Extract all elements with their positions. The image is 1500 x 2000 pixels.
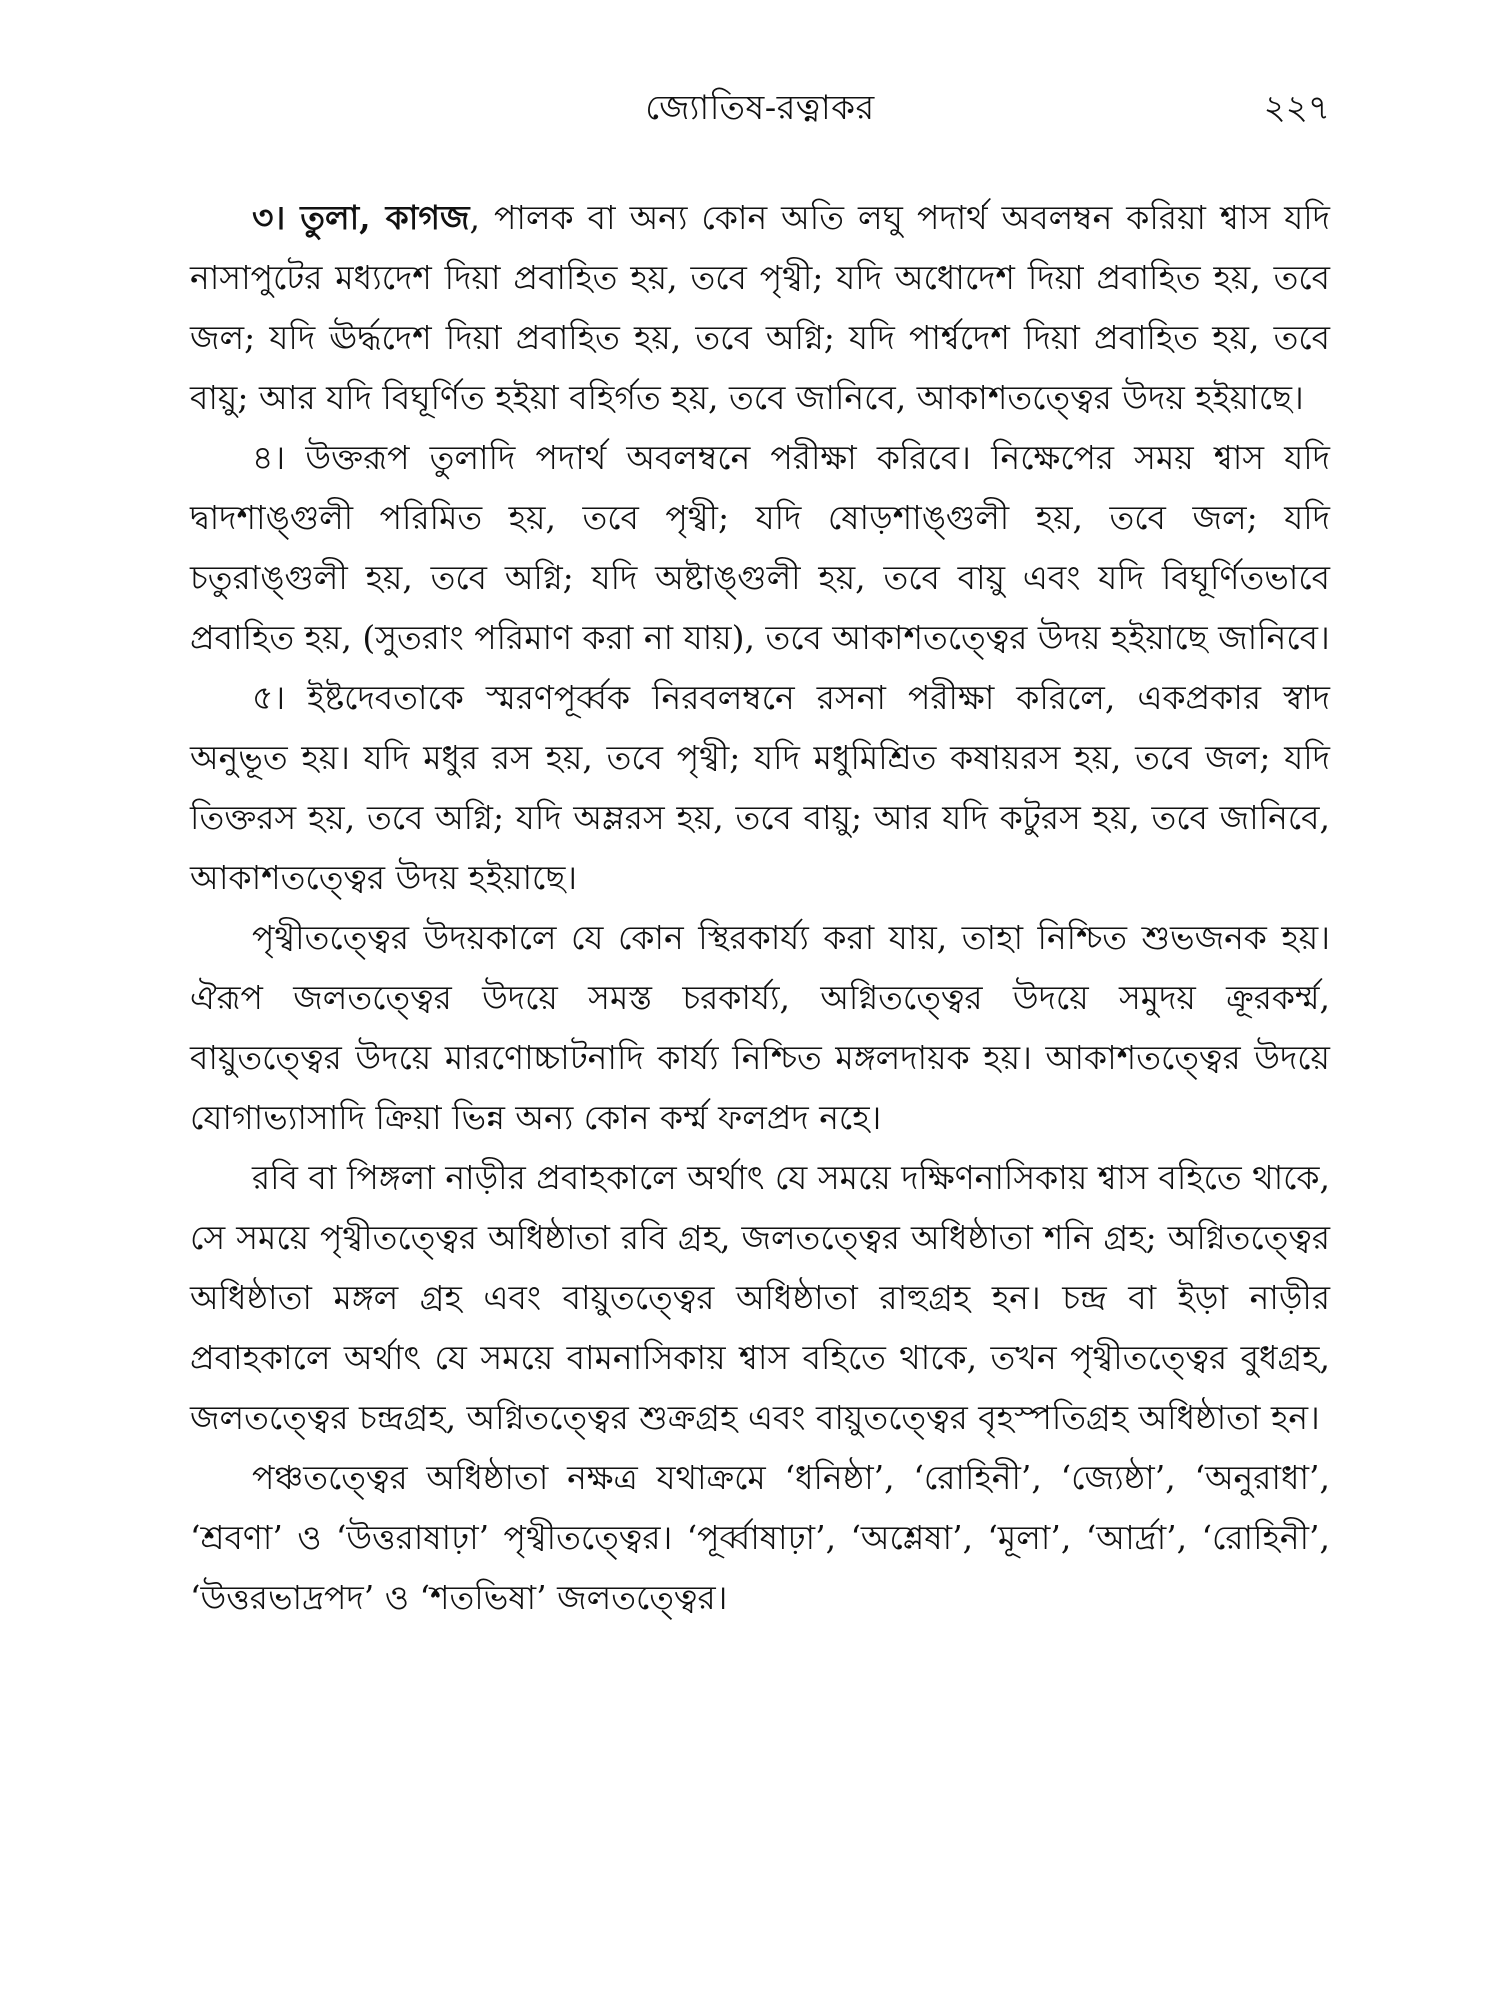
paragraph-4: ৪। উক্তরূপ তুলাদি পদার্থ অবলম্বনে পরীক্ষা করিবে। নিক্ষেপের সময় শ্বাস যদি দ্বাদশাঙ্গুলী পরিমিত হয়, তবে পৃথ্বী; যদি ষোড়শাঙ্গুলী হয়, তবে জল; যদি চতুরাঙ্গুলী হয়, তবে অগ্নি; যদি অষ্টাঙ্গুলী হয়, তবে বায়ু এবং যদি বিঘূর্ণিতভাবে প্রবাহিত হয়, (সুতরাং পরিমাণ করা না যায়), তবে আকাশতত্ত্বের উদয় হইয়াছে জানিবে। bbox=[190, 438, 1330, 657]
paragraph-3 bbox=[190, 188, 1330, 428]
paragraph-nakshatra: পঞ্চতত্ত্বের অধিষ্ঠাতা নক্ষত্র যথাক্রমে ‘ধনিষ্ঠা’, ‘রোহিনী’, ‘জ্যেষ্ঠা’, ‘অনুরাধা’, ‘শ্রবণা’ ও ‘উত্তরাষাঢ়া’ পৃথ্বীতত্ত্বের। ‘পূর্ব্বাষাঢ়া’, ‘অশ্লেষা’, ‘মূলা’, ‘আর্দ্রা’, ‘রোহিনী’, ‘উত্তরভাদ্রপদ’ ও ‘শতভিষা’ জলতত্ত্বের। bbox=[190, 1458, 1330, 1617]
page-header bbox=[190, 78, 1330, 138]
body-text bbox=[190, 188, 1330, 1628]
page-number: ২২৭ bbox=[1263, 88, 1330, 128]
paragraph-3-bold-lead: ৩। তুলা, কাগজ bbox=[252, 198, 470, 237]
paragraph-5: ৫। ইষ্টদেবতাকে স্মরণপূর্ব্বক নিরবলম্বনে রসনা পরীক্ষা করিলে, একপ্রকার স্বাদ অনুভূত হয়। যদি মধুর রস হয়, তবে পৃথ্বী; যদি মধুমিশ্রিত কষায়রস হয়, তবে জল; যদি তিক্তরস হয়, তবে অগ্নি; যদি অম্লরস হয়, তবে বায়ু; আর যদি কটুরস হয়, তবে জানিবে, আকাশতত্ত্বের উদয় হইয়াছে। bbox=[190, 678, 1330, 897]
paragraph-nadi-adhishthata: রবি বা পিঙ্গলা নাড়ীর প্রবাহকালে অর্থাৎ যে সময়ে দক্ষিণনাসিকায় শ্বাস বহিতে থাকে, সে সময়ে পৃথ্বীতত্ত্বের অধিষ্ঠাতা রবি গ্রহ, জলতত্ত্বের অধিষ্ঠাতা শনি গ্রহ; অগ্নিতত্ত্বের অধিষ্ঠাতা মঙ্গল গ্রহ এবং বায়ুতত্ত্বের অধিষ্ঠাতা রাহুগ্রহ হন। চন্দ্র বা ইড়া নাড়ীর প্রবাহকালে অর্থাৎ যে সময়ে বামনাসিকায় শ্বাস বহিতে থাকে, তখন পৃথ্বীতত্ত্বের বুধগ্রহ, জলতত্ত্বের চন্দ্রগ্রহ, অগ্নিতত্ত্বের শুক্রগ্রহ এবং বায়ুতত্ত্বের বৃহস্পতিগ্রহ অধিষ্ঠাতা হন। bbox=[190, 1158, 1330, 1437]
paragraph-3-text: , পালক বা অন্য কোন অতি লঘু পদার্থ অবলম্বন করিয়া শ্বাস যদি নাসাপুটের মধ্যদেশ দিয়া প্রবাহিত হয়, তবে পৃথ্বী; যদি অধোদেশ দিয়া প্রবাহিত হয়, তবে জল; যদি ঊর্দ্ধদেশ দিয়া প্রবাহিত হয়, তবে অগ্নি; যদি পার্শ্বদেশ দিয়া প্রবাহিত হয়, তবে বায়ু; আর যদি বিঘূর্ণিত হইয়া বহির্গত হয়, তবে জানিবে, আকাশতত্ত্বের উদয় হইয়াছে। bbox=[190, 198, 1330, 417]
paragraph-tattva-udaya: পৃথ্বীতত্ত্বের উদয়কালে যে কোন স্থিরকার্য্য করা যায়, তাহা নিশ্চিত শুভজনক হয়। ঐরূপ জলতত্ত্বের উদয়ে সমস্ত চরকার্য্য, অগ্নিতত্ত্বের উদয়ে সমুদয় ক্রূরকর্ম্ম, বায়ুতত্ত্বের উদয়ে মারণোচ্চাটনাদি কার্য্য নিশ্চিত মঙ্গলদায়ক হয়। আকাশতত্ত্বের উদয়ে যোগাভ্যাসাদি ক্রিয়া ভিন্ন অন্য কোন কর্ম্ম ফলপ্রদ নহে। bbox=[190, 918, 1330, 1137]
running-title: জ্যোতিষ-রত্নাকর bbox=[645, 88, 875, 128]
